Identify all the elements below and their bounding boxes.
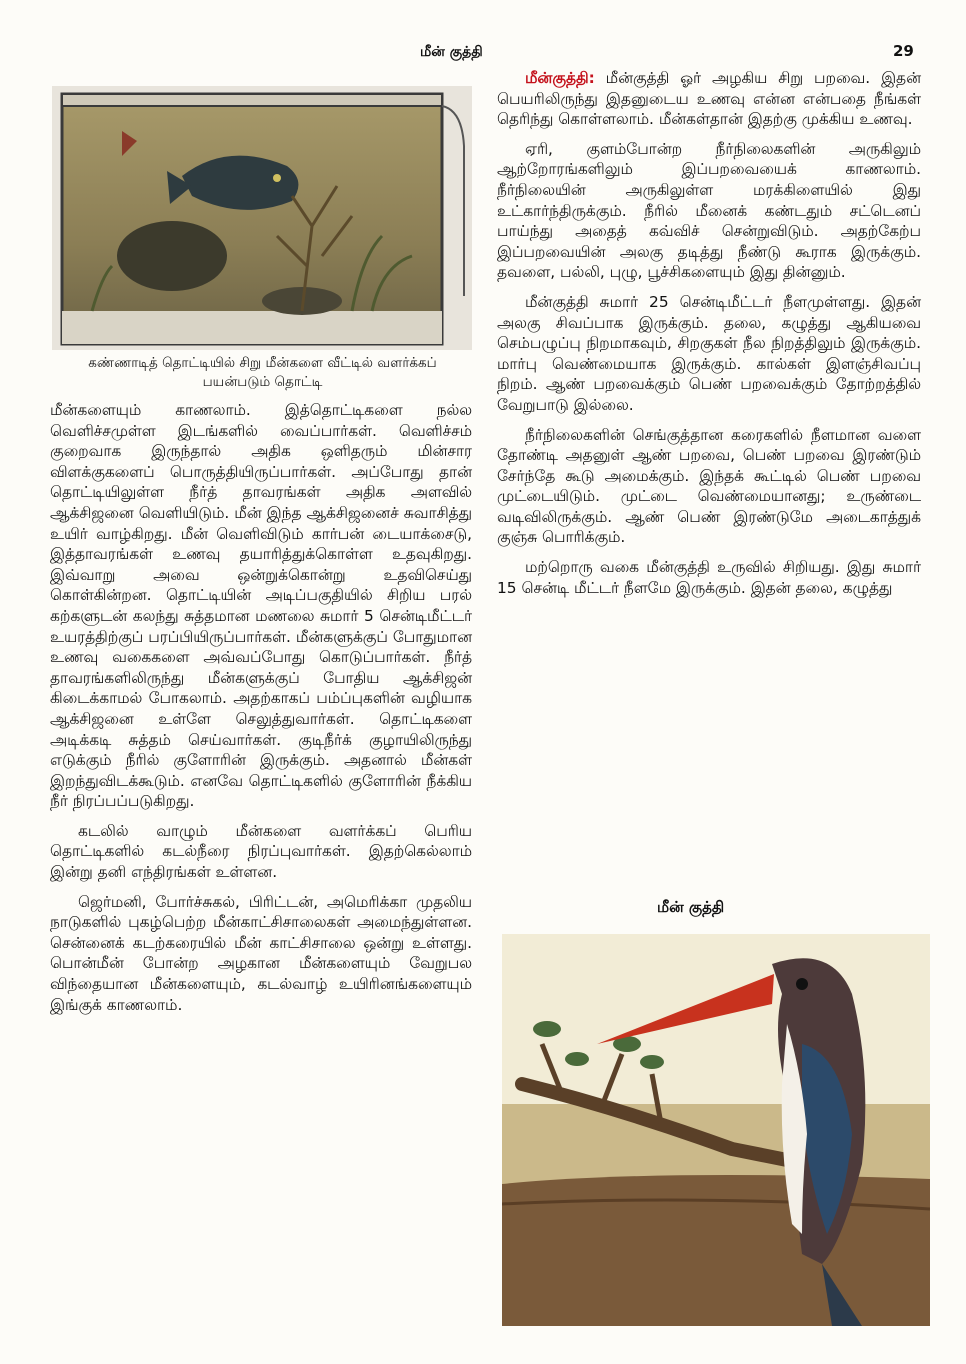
right-paragraph-2: மீன்குத்தி சுமார் 25 சென்டிமீட்டர் நீளமுள்ளது. இதன் அலகு சிவப்பாக இருக்கும். தலை, கழுத்து ஆகியவை செம்பழுப்பு நிறமாகவும், சிறகுகள் நீல நிறத்திலும் இருக்கும். மார்பு வெண்மையாக இருக்கும். கால்கள் இளஞ்சிவப்பு நிறம். ஆண் பறவைக்கும் பெண் பறவைக்கும் தோற்றத்தில் வேறுபாடு இல்லை. [497, 292, 921, 414]
right-lead-paragraph [497, 68, 921, 130]
right-paragraph-3: நீர்நிலைகளின் செங்குத்தான கரைகளில் நீளமான வளை தோண்டி அதனுள் ஆண் பறவை, பெண் பறவை இரண்டும் சேர்ந்தே கூடு அமைக்கும். இந்தக் கூட்டில் பெண் பறவை முட்டையிடும். முட்டை வெண்மையானது; உருண்டை வடிவிலிருக்கும். ஆண் பெண் இரண்டுமே அடைகாத்துக் குஞ்சு பொரிக்கும். [497, 425, 921, 547]
lead-text: மீன்குத்தி ஓர் அழகிய சிறு பறவை. இதன் பெயரிலிருந்து இதனுடைய உணவு என்ன என்பதை நீங்கள் தெரிந்து கொள்ளலாம். மீன்கள்தான் இதற்கு முக்கிய உணவு. [497, 69, 921, 129]
right-paragraph-4: மற்றொரு வகை மீன்குத்தி உருவில் சிறியது. இது சுமார் 15 சென்டி மீட்டர் நீளமே இருக்கும். இதன் தலை, கழுத்து [497, 558, 921, 597]
lead-term: மீன்குத்தி: [525, 69, 595, 87]
left-paragraph-1: மீன்களையும் காணலாம். இத்தொட்டிகளை நல்ல வெளிச்சமுள்ள இடங்களில் வைப்பார்கள். வெளிச்சம் குறைவாக இருந்தால் அதிக ஒளிதரும் மின்சார விளக்குகளைப் பொருத்தியிருப்பார்கள். அப்போது தான் தொட்டியிலுள்ள நீர்த் தாவரங்கள் அதிக அளவில் ஆக்சிஜனை வெளியிடும். மீன் இந்த ஆக்சிஜனைச் சுவாசித்து உயிர் வாழ்கிறது. மீன் வெளிவிடும் கார்பன் டையாக்சைடு, இத்தாவரங்கள் உணவு தயாரித்துக்கொள்ள உதவுகிறது. இவ்வாறு அவை ஒன்றுக்கொன்று உதவிசெய்து கொள்கின்றன. தொட்டியின் அடிப்பகுதியில் சிறிய பரல் கற்களுடன் கலந்து சுத்தமான மணலை சுமார் 5 சென்டிமீட்டர் உயரத்திற்குப் பரப்பியிருப்பார்கள். மீன்களுக்குப் போதுமான உணவு வகைகளை அவ்வப்போது கொடுப்பார்கள். நீர்த் தாவரங்களிலிருந்து மீன்களுக்குப் போதிய ஆக்சிஜன் கிடைக்காமல் போகலாம். அதற்காகப் பம்ப்புகளின் வழியாக ஆக்சிஜனை உள்ளே செலுத்துவார்கள். தொட்டிகளை அடிக்கடி சுத்தம் செய்வார்கள். குடிநீர்க் குழாயிலிருந்து எடுக்கும் நீரில் குளோரின் இருக்கும். அதனால் மீன்கள் இறந்துவிடக்கூடும். எனவே தொட்டிகளில் குளோரின் நீக்கிய நீர் நிரப்பப்படுகிறது. [50, 401, 472, 811]
aquarium-illustration [52, 86, 472, 350]
page-number: 29 [893, 42, 914, 60]
left-paragraph-3: ஜெர்மனி, போர்ச்சுகல், பிரிட்டன், அமெரிக்கா முதலிய நாடுகளில் புகழ்பெற்ற மீன்காட்சிசாலைகள் அமைந்துள்ளன. சென்னைக் கடற்கரையில் மீன் காட்சிசாலை ஒன்று உள்ளது. பொன்மீன் போன்ற அழகான மீன்களையும் வேறுபல விந்தையான மீன்களையும், கடல்வாழ் உயிரினங்களையும் இங்குக் காணலாம். [50, 892, 472, 1014]
aquarium-caption [50, 354, 475, 392]
right-paragraph-1: ஏரி, குளம்போன்ற நீர்நிலைகளின் அருகிலும் ஆற்றோரங்களிலும் இப்பறவையைக் காணலாம். நீர்நிலையின் அருகிலுள்ள மரக்கிளையில் இது உட்கார்ந்திருக்கும். நீரில் மீனைக் கண்டதும் சட்டெனப் பாய்ந்து அதைத் கவ்விச் சென்றுவிடும். அதற்கேற்ப இப்பறவையின் அலகு தடித்து நீண்டு கூராக இருக்கும். தவளை, பல்லி, புழு, பூச்சிகளையும் இது தின்னும். [497, 139, 921, 282]
running-header: மீன் குத்தி [420, 44, 483, 60]
aquarium-caption-line1: கண்ணாடித் தொட்டியில் சிறு மீன்களை வீட்டில் வளர்க்கப் [88, 355, 437, 371]
bird-label: மீன் குத்தி [657, 898, 725, 916]
aquarium-caption-line2: பயன்படும் தொட்டி [202, 374, 323, 390]
kingfisher-illustration [502, 934, 930, 1326]
left-paragraph-2: கடலில் வாழும் மீன்களை வளர்க்கப் பெரிய தொட்டிகளில் கடல்நீரை நிரப்புவார்கள். இதற்கெல்லாம் இன்று தனி எந்திரங்கள் உள்ளன. [50, 821, 472, 882]
left-column [50, 400, 472, 1024]
right-column [497, 68, 921, 607]
